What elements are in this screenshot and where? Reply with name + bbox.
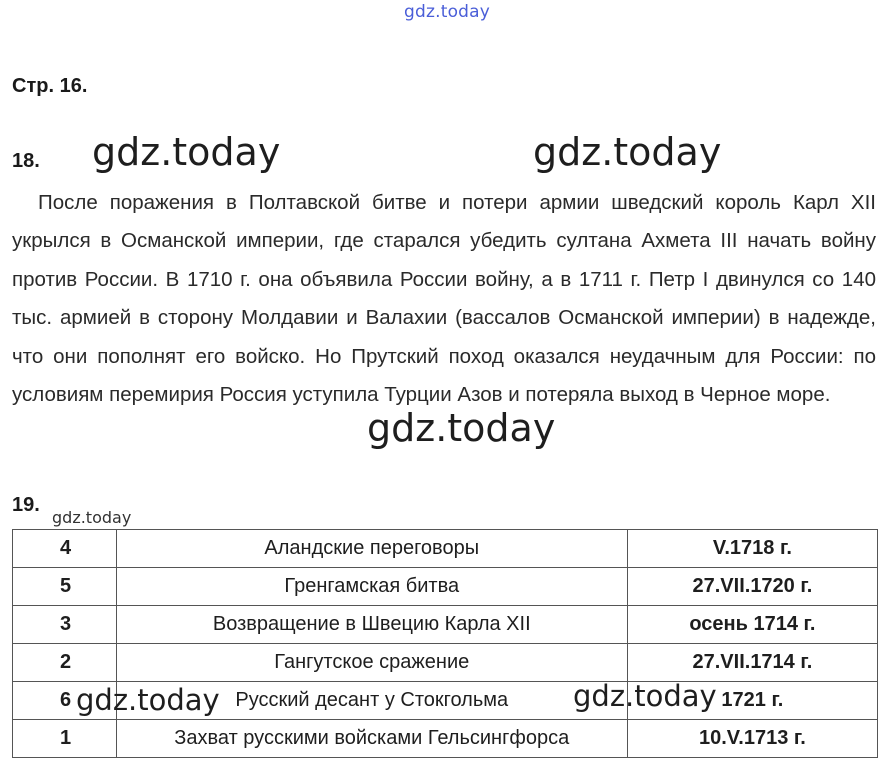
date-cell: 1721 г.: [627, 682, 877, 720]
table-row: [13, 530, 878, 568]
event-cell: Гангутское сражение: [116, 644, 627, 682]
order-cell: 5: [13, 568, 117, 606]
watermark: gdz.today: [367, 406, 556, 450]
watermark: gdz.today: [533, 130, 722, 174]
table-row: [13, 606, 878, 644]
task-19-number: 19.: [12, 494, 40, 516]
order-cell: 6: [13, 682, 117, 720]
date-cell: 27.VII.1720 г.: [627, 568, 877, 606]
table-row: [13, 720, 878, 758]
task-18-number: 18.: [12, 150, 40, 172]
date-cell: осень 1714 г.: [627, 606, 877, 644]
watermark: gdz.today: [92, 130, 281, 174]
event-cell: Гренгамская битва: [116, 568, 627, 606]
task-18-answer-text: После поражения в Полтавской битве и потери армии шведский король Карл XII укрылся в Османской империи, где старался убедить султана Ахмета III начать войну против России. В 1710 г. она объявила России войну, а в 1711 г. Петр I двинулся со 140 тыс. армией в сторону Молдавии и Валахии (вассалов Османской империи) в надежде, что они пополнят его войско. Но Прутский поход оказался неудачным для России: по условиям перемирия Россия уступила Турции Азов и потеряла выход в Черное море.: [12, 191, 876, 407]
order-cell: 1: [13, 720, 117, 758]
page-label: Стр. 16.: [12, 75, 88, 97]
watermark-top: gdz.today: [404, 2, 491, 22]
watermark: gdz.today: [52, 508, 132, 527]
table-row: [13, 644, 878, 682]
order-cell: 4: [13, 530, 117, 568]
order-cell: 2: [13, 644, 117, 682]
event-cell: Русский десант у Стокгольма: [116, 682, 627, 720]
event-cell: Возвращение в Швецию Карла XII: [116, 606, 627, 644]
watermark: gdz.today: [76, 683, 220, 717]
events-table: [12, 529, 878, 758]
event-cell: Аландские переговоры: [116, 530, 627, 568]
watermark: gdz.today: [573, 679, 717, 713]
event-cell: Захват русскими войсками Гельсингфорса: [116, 720, 627, 758]
date-cell: 10.V.1713 г.: [627, 720, 877, 758]
table-row: [13, 568, 878, 606]
date-cell: V.1718 г.: [627, 530, 877, 568]
order-cell: 3: [13, 606, 117, 644]
date-cell: 27.VII.1714 г.: [627, 644, 877, 682]
